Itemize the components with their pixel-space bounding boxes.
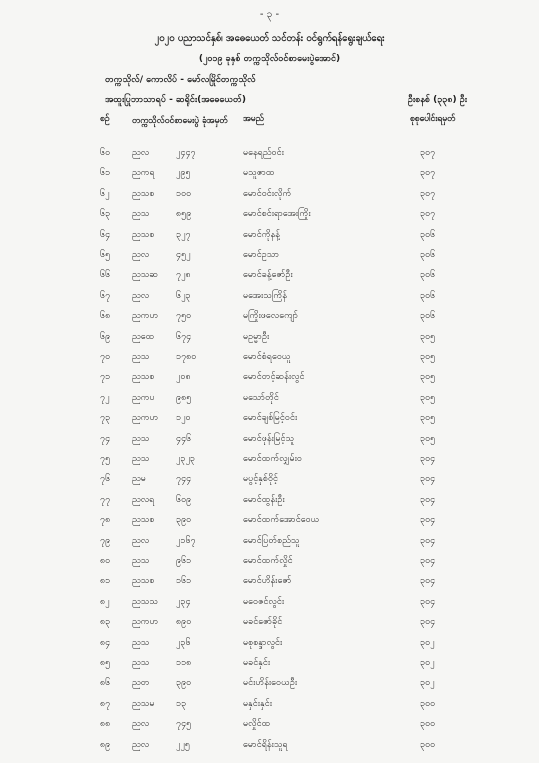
table-row xyxy=(0,555,539,570)
total-score: ၃၀၄ xyxy=(420,556,436,566)
roll-number: ၂၉၅ xyxy=(176,168,191,179)
roll-number: ၁၁၈ xyxy=(176,658,192,668)
column-header-name: အမည် xyxy=(243,114,264,124)
candidate-name: မခင်နှင်း xyxy=(243,658,271,668)
candidate-name: မောင်ပြတ်စည်သူ xyxy=(243,535,300,546)
roll-prefix: ညတ xyxy=(132,678,150,689)
table-row xyxy=(0,331,539,346)
total-score: ၃၀၅ xyxy=(420,433,436,444)
table-row xyxy=(0,718,539,733)
total-score: ၃၀၆ xyxy=(420,250,436,260)
candidate-name: မလှိုင်ထ xyxy=(243,719,271,730)
row-number: ၇၁ xyxy=(100,372,111,383)
table-row xyxy=(0,698,539,713)
table-row xyxy=(0,208,539,223)
candidate-name: မောင်ထက်လှိုင် xyxy=(243,556,293,566)
roll-prefix: ညသ xyxy=(132,209,150,220)
row-number: ၇၈ xyxy=(100,515,111,526)
roll-prefix: ညသ xyxy=(132,352,150,362)
table-row xyxy=(0,290,539,305)
roll-prefix: ညသစ xyxy=(132,515,155,526)
total-score: ၃၀၄ xyxy=(420,474,436,485)
candidate-name: မောင်ချစ်မြင့်ဝင်း xyxy=(243,413,298,424)
roll-number: ၆၇၄ xyxy=(176,331,192,342)
roll-prefix: ညသ xyxy=(132,556,150,566)
total-score: ၃၀၂ xyxy=(420,678,435,689)
table-row xyxy=(0,392,539,407)
total-score: ၃၀၄ xyxy=(420,596,436,607)
table-row xyxy=(0,269,539,284)
candidate-name: မောင်ထွန်းဦး xyxy=(243,494,285,505)
total-score: ၃၀၅ xyxy=(420,352,436,362)
candidate-name: မောင်တင့်ဆန်းလွင် xyxy=(243,372,305,383)
row-number: ၈၈ xyxy=(100,719,111,730)
row-number: ၈၅ xyxy=(100,658,111,668)
row-number: ၇၃ xyxy=(100,413,111,424)
row-number: ၆၈ xyxy=(100,311,111,322)
row-number: ၆၀ xyxy=(100,148,111,158)
table-row xyxy=(0,514,539,529)
university-line: တက္ကသိုလ်/ ကောလိပ် - မော်လမြိုင်တက္ကသိုလ် xyxy=(105,75,256,85)
row-number: ၈၉ xyxy=(100,739,111,750)
roll-number: ၁၃ xyxy=(176,698,187,709)
row-number: ၇၉ xyxy=(100,535,111,546)
roll-prefix: ညသ xyxy=(132,658,150,668)
total-score: ၃၀၅ xyxy=(420,413,436,424)
total-score: ၃၀၇ xyxy=(420,188,436,199)
total-score: ၃၀၄ xyxy=(420,454,436,464)
table-row xyxy=(0,616,539,631)
candidate-name: မဥမ္မာဦး xyxy=(243,331,270,342)
table-row xyxy=(0,167,539,182)
total-score: ၃၀၇ xyxy=(420,209,436,220)
candidate-name: မောင်ဝင်းလိုက် xyxy=(243,188,292,199)
table-row xyxy=(0,310,539,325)
candidate-name: မသော်တိုင် xyxy=(243,392,279,403)
document-subtitle: (၂၀၁၉ ခုနှစ် တက္ကသိုလ်ဝင်စာမေးပွဲအောင်) xyxy=(198,54,341,64)
table-row xyxy=(0,249,539,264)
candidate-name: မောင်ဖုန်းမြင့်သူ xyxy=(243,433,295,444)
roll-prefix: ညသ xyxy=(132,433,150,444)
roll-number: ၂၂၅ xyxy=(176,739,190,750)
row-number: ၇၀ xyxy=(100,352,111,362)
roll-number: ၇၄၄ xyxy=(176,474,192,485)
candidate-name: မောင်ဥသာ xyxy=(243,250,280,260)
table-row xyxy=(0,637,539,652)
roll-number: ၆၀၉ xyxy=(176,494,192,505)
column-header-score: စုစုပေါင်းရမှတ် xyxy=(410,114,456,124)
roll-number: ၂၄၄၇ xyxy=(176,148,196,158)
roll-number: ၉၆၁ xyxy=(176,556,192,566)
table-row xyxy=(0,677,539,692)
table-row xyxy=(0,739,539,754)
total-score: ၃၀၀ xyxy=(420,698,436,709)
table-row xyxy=(0,535,539,550)
roll-prefix: ညသသ xyxy=(132,596,159,607)
roll-number: ၁၂၀ xyxy=(176,413,191,424)
roll-prefix: ညလ xyxy=(132,250,150,260)
total-score: ၃၀၆ xyxy=(420,270,436,281)
candidate-name: မောင်ထက်လျှမ်းဝ xyxy=(243,454,302,464)
roll-prefix: ညသစ xyxy=(132,576,155,587)
row-number: ၇၂ xyxy=(100,392,110,403)
row-number: ၆၅ xyxy=(100,250,111,260)
candidate-name: မောင်ထက်အောင်ဝေယ xyxy=(243,515,320,526)
roll-prefix: ညသစ xyxy=(132,188,155,199)
column-header-no: စဉ် xyxy=(100,114,110,124)
roll-number: ၂၃၂၃ xyxy=(176,454,195,464)
roll-prefix: ညမ xyxy=(132,474,146,485)
row-number: ၈၄ xyxy=(100,637,111,648)
total-score: ၃၀၄ xyxy=(420,494,436,505)
roll-prefix: ညကဟ xyxy=(132,311,159,322)
candidate-name: မဝေဇင်လွင်း xyxy=(243,596,285,607)
roll-prefix: ညကရ xyxy=(132,168,155,179)
roll-number: ၂၀၈ xyxy=(176,372,191,383)
score-header: ဦးစနစ် (၃၃၈) ဦး xyxy=(407,95,467,105)
table-row xyxy=(0,371,539,386)
total-score: ၃၀၆ xyxy=(420,290,436,301)
roll-number: ၄၅၂ xyxy=(176,250,191,260)
roll-number: ၂၃၄ xyxy=(176,596,191,607)
row-number: ၇၇ xyxy=(100,494,111,505)
row-number: ၆၆ xyxy=(100,270,111,281)
roll-number: ၇၅၀ xyxy=(176,311,192,322)
roll-number: ၃၂၇ xyxy=(176,229,191,240)
table-row xyxy=(0,412,539,427)
total-score: ၃၀၆ xyxy=(420,229,436,240)
roll-prefix: ညသစ xyxy=(132,229,155,240)
total-score: ၃၀၇ xyxy=(420,148,436,158)
roll-number: ၃၉၀ xyxy=(176,678,192,689)
roll-prefix: ညလ xyxy=(132,148,150,158)
candidate-name: မနှင်းနှင်း xyxy=(243,698,272,709)
total-score: ၃၀၆ xyxy=(420,311,436,322)
candidate-name: မစုစန္ဒာလွင်း xyxy=(243,637,283,648)
table-row xyxy=(0,575,539,590)
table-row xyxy=(0,351,539,366)
table-row xyxy=(0,433,539,448)
roll-prefix: ညကဟ xyxy=(132,617,159,628)
roll-number: ၈၅၉ xyxy=(176,209,192,220)
total-score: ၃၀၄ xyxy=(420,617,436,628)
table-row xyxy=(0,657,539,672)
candidate-name: မကြိုးဖလေကျော် xyxy=(243,311,299,322)
candidate-name: မင်းဟိန်းဝေယဦး xyxy=(243,678,298,689)
row-number: ၇၅ xyxy=(100,454,111,464)
course-line: အထူးပြုဘာသာရပ် - ဆရိုင်း(အဓေယေတ်) xyxy=(105,95,246,105)
row-number: ၈၀ xyxy=(100,556,111,566)
row-number: ၆၃ xyxy=(100,209,111,220)
row-number: ၈၂ xyxy=(100,596,110,607)
row-number: ၆၁ xyxy=(100,168,111,179)
row-number: ၆၉ xyxy=(100,331,111,342)
roll-prefix: ညလ xyxy=(132,719,150,730)
roll-number: ၉၈၅ xyxy=(176,392,192,403)
total-score: ၃၀၅ xyxy=(420,331,436,342)
candidate-name: မပွင့်နှစ်ဝိုင့် xyxy=(243,474,279,485)
total-score: ၃၀၅ xyxy=(420,392,436,403)
roll-number: ၁၀၀ xyxy=(176,188,192,199)
total-score: ၃၀၄ xyxy=(420,576,436,587)
candidate-name: မသူဇာထ xyxy=(243,168,275,179)
table-row xyxy=(0,453,539,468)
table-row xyxy=(0,188,539,203)
roll-prefix: ညသ xyxy=(132,637,150,648)
candidate-name: မောင်ကိုနန့် xyxy=(243,229,280,240)
candidate-name: မခင်ဇော်ခိုင် xyxy=(243,617,283,628)
row-number: ၆၇ xyxy=(100,290,111,301)
total-score: ၃၀၅ xyxy=(420,372,436,383)
roll-number: ၈၉၀ xyxy=(176,617,192,628)
roll-number: ၇၄၅ xyxy=(176,719,192,730)
page-number: - ၃ - xyxy=(259,9,280,20)
roll-prefix: ညသစ xyxy=(132,372,155,383)
roll-prefix: ညလ xyxy=(132,290,150,301)
roll-prefix: ညကပ xyxy=(132,392,155,403)
row-number: ၈၁ xyxy=(100,576,111,587)
roll-prefix: ညလ xyxy=(132,739,150,750)
candidate-name: မောင်စံရဝေယူ xyxy=(243,352,291,362)
roll-prefix: ညသမ xyxy=(132,698,155,709)
candidate-name: မောင်ဟိန်းဇော် xyxy=(243,576,292,587)
row-number: ၈၇ xyxy=(100,698,111,709)
roll-prefix: ညသဆ xyxy=(132,270,159,281)
roll-number: ၆၂၃ xyxy=(176,290,191,301)
candidate-name: မောင်ရိန်းသူရ xyxy=(243,739,288,750)
total-score: ၃၀၂ xyxy=(420,658,435,668)
candidate-name: မောင်ခန့်ဇော်ဦး xyxy=(243,270,293,281)
total-score: ၃၀၀ xyxy=(420,719,436,730)
document-title: ၂၀၂၀ ပညာသင်နှစ်၊ အဓေယေတ် သင်တန်း ဝင်ရွက်ရန်ရွေးချယ်ရေး xyxy=(154,33,385,44)
row-number: ၇၆ xyxy=(100,474,111,485)
roll-number: ၃၉၀ xyxy=(176,515,192,526)
table-row xyxy=(0,494,539,509)
table-row xyxy=(0,596,539,611)
row-number: ၆၄ xyxy=(100,229,111,240)
candidate-name: မနေရည်ဝင်း xyxy=(243,148,284,158)
roll-prefix: ညလရ xyxy=(132,494,155,505)
table-row xyxy=(0,147,539,162)
total-score: ၃၀၇ xyxy=(420,168,436,179)
roll-prefix: ညကဟ xyxy=(132,413,159,424)
roll-number: ၇၂၈ xyxy=(176,270,191,281)
total-score: ၃၀၄ xyxy=(420,535,436,546)
row-number: ၈၃ xyxy=(100,617,111,628)
roll-number: ၂၃၆ xyxy=(176,637,191,648)
roll-number: ၁၇၈၀ xyxy=(176,352,197,362)
total-score: ၃၀၄ xyxy=(420,515,436,526)
candidate-name: မအေးသကြိန် xyxy=(243,290,287,301)
total-score: ၃၀၀ xyxy=(420,739,436,750)
table-row xyxy=(0,473,539,488)
roll-prefix: ညသ xyxy=(132,454,150,464)
roll-prefix: ညထေ xyxy=(132,331,155,342)
table-row xyxy=(0,229,539,244)
row-number: ၇၄ xyxy=(100,433,111,444)
column-header-roll: တက္ကသိုလ်ဝင်စာမေးပွဲ ခုံအမှတ် xyxy=(132,116,228,126)
roll-prefix: ညလ xyxy=(132,535,150,546)
roll-number: ၁၆၁ xyxy=(176,576,192,587)
row-number: ၆၂ xyxy=(100,188,110,199)
roll-number: ၄၄၆ xyxy=(176,433,192,444)
roll-number: ၂၁၆၇ xyxy=(176,535,196,546)
row-number: ၈၆ xyxy=(100,678,111,689)
total-score: ၃၀၂ xyxy=(420,637,435,648)
candidate-name: မောင်စင်းရာအေးကြိုး xyxy=(243,209,311,220)
